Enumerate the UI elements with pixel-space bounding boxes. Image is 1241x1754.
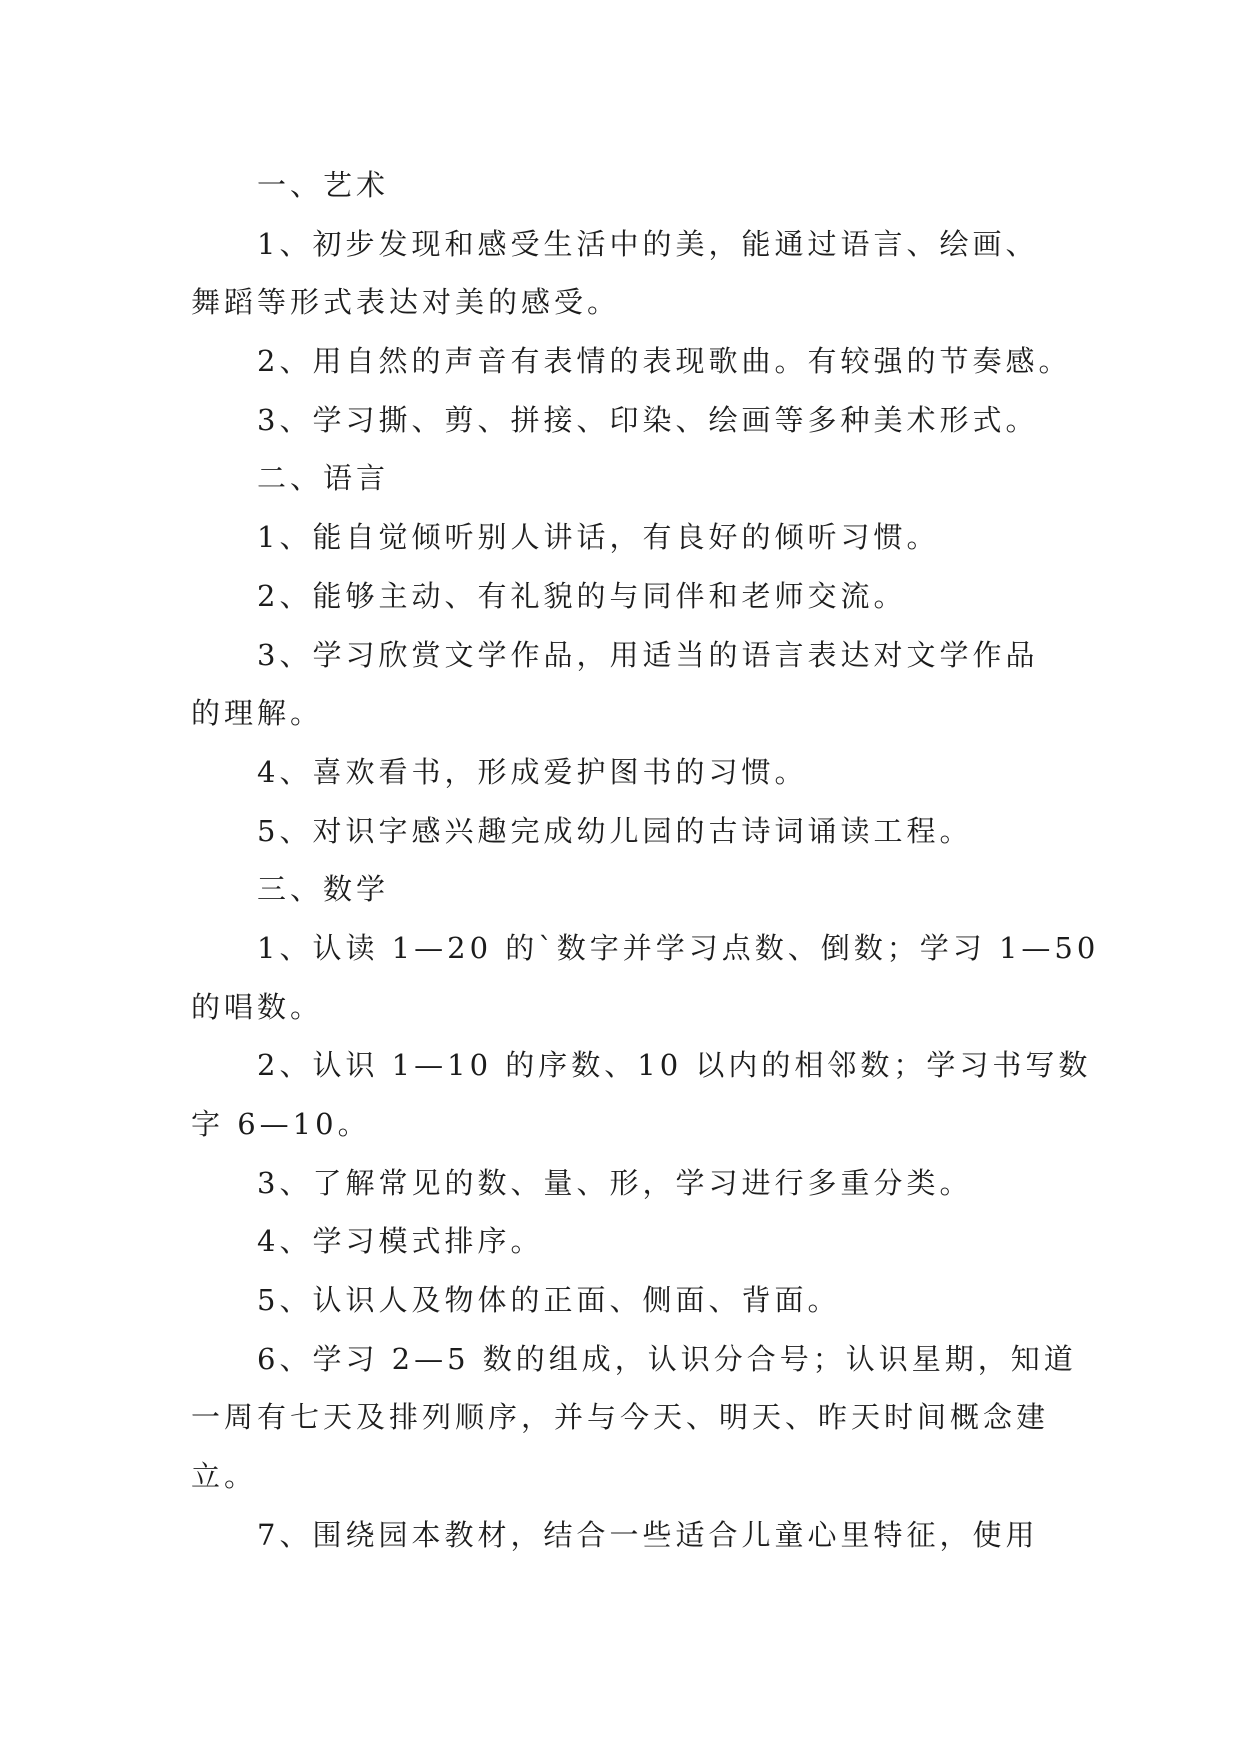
paragraph-line: 舞蹈等形式表达对美的感受。 [191, 285, 621, 320]
paragraph-line: 7、围绕园本教材，结合一些适合儿童心里特征，使用 [257, 1517, 1039, 1552]
heading-line: 三、数学 [257, 872, 390, 907]
paragraph-line: 一周有七天及排列顺序，并与今天、明天、昨天时间概念建 [191, 1400, 1050, 1435]
paragraph-line: 3、了解常见的数、量、形，学习进行多重分类。 [257, 1165, 973, 1200]
paragraph-line: 5、认识人及物体的正面、侧面、背面。 [257, 1283, 841, 1318]
paragraph-language-3 [191, 626, 1111, 743]
paragraph-language-2 [191, 567, 1111, 626]
paragraph-math-6 [191, 1330, 1111, 1506]
paragraph-math-1 [191, 919, 1111, 1036]
paragraph-line: 3、学习欣赏文学作品，用适当的语言表达对文学作品 [257, 637, 1039, 672]
paragraph-line: 1、初步发现和感受生活中的美，能通过语言、绘画、 [257, 226, 1039, 261]
paragraph-math-5 [191, 1271, 1111, 1330]
paragraph-line: 的理解。 [191, 696, 324, 731]
heading-line: 二、语言 [257, 461, 390, 496]
section-heading-language [191, 449, 1111, 508]
heading-line: 一、艺术 [257, 168, 390, 202]
paragraph-line: 立。 [191, 1459, 258, 1494]
section-heading-math [191, 860, 1111, 919]
section-heading-art [191, 156, 1111, 215]
paragraph-line: 1、能自觉倾听别人讲话，有良好的倾听习惯。 [257, 520, 940, 555]
document-body [191, 156, 1111, 1565]
paragraph-language-4 [191, 743, 1111, 802]
paragraph-line: 4、学习模式排序。 [257, 1224, 544, 1259]
paragraph-line: 2、认识 1—10 的序数、10 以内的相邻数；学习书写数 [257, 1048, 1092, 1083]
paragraph-line: 2、用自然的声音有表情的表现歌曲。有较强的节奏感。 [257, 344, 1072, 379]
paragraph-line: 1、认读 1—20 的`数字并学习点数、倒数；学习 1—50 [257, 930, 1100, 965]
paragraph-line: 2、能够主动、有礼貌的与同伴和老师交流。 [257, 578, 907, 613]
paragraph-line: 字 6—10。 [191, 1107, 371, 1141]
paragraph-math-2 [191, 1036, 1111, 1153]
paragraph-line: 6、学习 2—5 数的组成，认识分合号；认识星期，知道 [257, 1341, 1077, 1376]
paragraph-line: 的唱数。 [191, 989, 324, 1024]
paragraph-art-1 [191, 215, 1111, 332]
paragraph-math-7 [191, 1506, 1111, 1565]
paragraph-line: 4、喜欢看书，形成爱护图书的习惯。 [257, 754, 808, 789]
paragraph-language-1 [191, 508, 1111, 567]
paragraph-math-3 [191, 1154, 1111, 1213]
paragraph-art-3 [191, 391, 1111, 450]
paragraph-line: 3、学习撕、剪、拼接、印染、绘画等多种美术形式。 [257, 402, 1039, 437]
paragraph-art-2 [191, 332, 1111, 391]
paragraph-line: 5、对识字感兴趣完成幼儿园的古诗词诵读工程。 [257, 813, 973, 848]
paragraph-language-5 [191, 802, 1111, 861]
paragraph-math-4 [191, 1212, 1111, 1271]
